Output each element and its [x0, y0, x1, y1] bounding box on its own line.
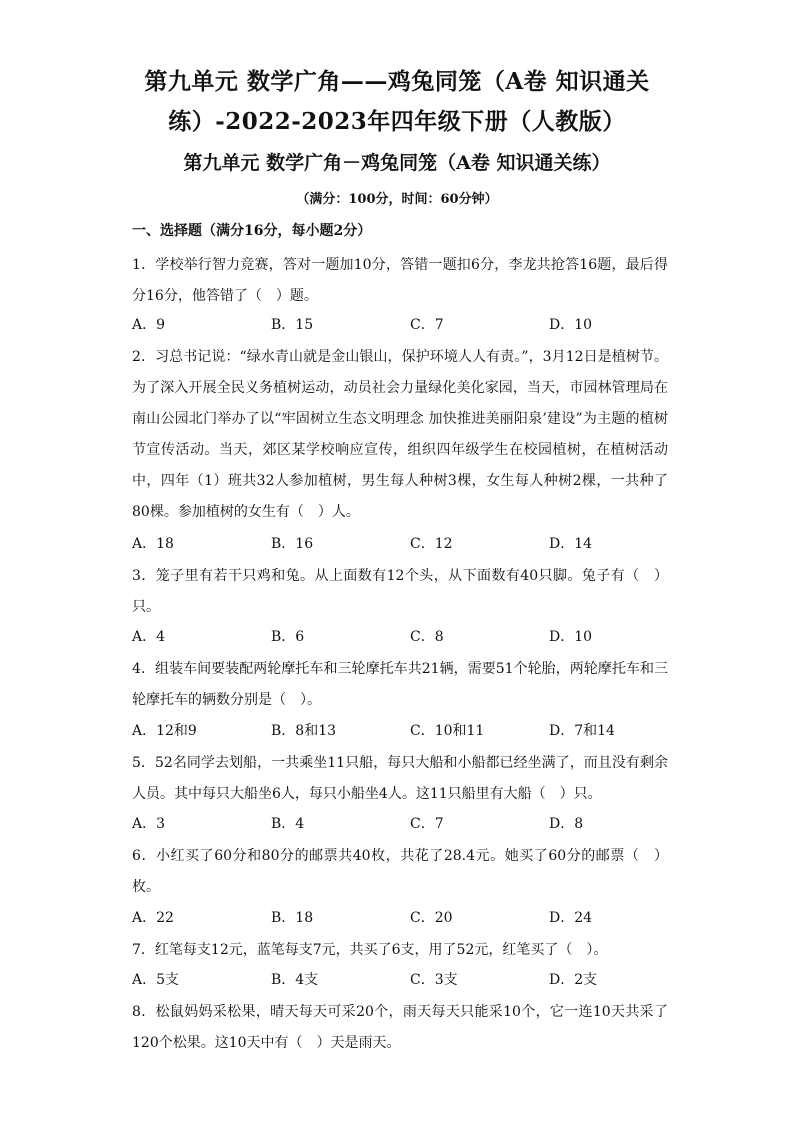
option-a[interactable]: A．12和9	[132, 723, 197, 739]
question-3: 3．笼子里有若干只鸡和兔。从上面数有12个头，从下面数有40只脚。兔子有（ ）只。	[132, 568, 668, 615]
option-d[interactable]: D．14	[549, 536, 593, 552]
section-heading: 一、选择题（满分16分，每小题2分）	[132, 223, 372, 239]
option-d[interactable]: D．10	[549, 629, 593, 645]
option-b[interactable]: B．8和13	[271, 723, 337, 739]
option-c[interactable]: C．7	[410, 317, 444, 333]
option-d[interactable]: D．24	[549, 910, 593, 926]
option-c[interactable]: C．10和11	[410, 723, 485, 739]
option-c[interactable]: C．20	[410, 910, 453, 926]
question-7: 7．红笔每支12元，蓝笔每支7元，共买了6支，用了52元，红笔买了（ ）。	[132, 942, 608, 958]
option-c[interactable]: C．12	[410, 536, 453, 552]
option-b[interactable]: B．16	[271, 536, 314, 552]
option-b[interactable]: B．15	[271, 317, 314, 333]
option-c[interactable]: C．8	[410, 629, 444, 645]
exam-meta: （满分：100分，时间：60分钟）	[296, 192, 498, 207]
option-a[interactable]: A．22	[132, 910, 174, 926]
question-4: 4．组装车间要装配两轮摩托车和三轮摩托车共21辆，需要51个轮胎，两轮摩托车和三轮摩托车的辆数分别是（ ）。	[132, 661, 668, 708]
question-6: 6．小红买了60分和80分的邮票共40枚，共花了28.4元。她买了60分的邮票（ ）枚。	[132, 848, 668, 895]
option-b[interactable]: B．6	[271, 629, 305, 645]
page-title: 第九单元 数学广角——鸡兔同笼（A卷 知识通关练）-2022-2023年四年级下册（人教版）	[144, 68, 650, 135]
option-d[interactable]: D．8	[549, 816, 584, 832]
question-4-options	[132, 716, 692, 746]
question-1-options	[132, 310, 692, 340]
option-c[interactable]: C．3支	[410, 972, 458, 988]
question-2: 2．习总书记说：“绿水青山就是金山银山，保护环境人人有责。”，3月12日是植树节。为了深入开展全民义务植树运动，动员社会力量绿化美化家园，当天，市园林管理局在南山公园北门举办了以“牢固树立生态文明理念 加快推进美丽阳泉’建设”为主题的植树节宣传活动。当天，郊区某学校响应宣传，组织四年级学生在校园植树，在植树活动中，四年（1）班共32人参加植树，男生每人种树3棵，女生每人种树2棵，一共种了80棵。参加植树的女生有（ ）人。	[132, 349, 668, 520]
question-8: 8．松鼠妈妈采松果，晴天每天可采20个，雨天每天只能采10个，它一连10天共采了120个松果。这10天中有（ ）天是雨天。	[132, 1004, 668, 1051]
option-a[interactable]: A．3	[132, 816, 166, 832]
option-a[interactable]: A．4	[132, 629, 166, 645]
option-d[interactable]: D．7和14	[549, 723, 615, 739]
question-5-options	[132, 809, 692, 839]
question-7-options	[132, 965, 692, 995]
option-b[interactable]: B．4支	[271, 972, 319, 988]
option-d[interactable]: D．2支	[549, 972, 598, 988]
option-b[interactable]: B．18	[271, 910, 314, 926]
option-a[interactable]: A．18	[132, 536, 174, 552]
option-a[interactable]: A．5支	[132, 972, 180, 988]
option-a[interactable]: A．9	[132, 317, 166, 333]
page-subtitle: 第九单元 数学广角－鸡兔同笼（A卷 知识通关练）	[183, 152, 611, 174]
question-2-options	[132, 529, 692, 559]
question-5: 5．52名同学去划船，一共乘坐11只船，每只大船和小船都已经坐满了，而且没有剩余人员。其中每只大船坐6人，每只小船坐4人。这11只船里有大船（ ）只。	[132, 755, 668, 802]
question-1: 1．学校举行智力竞赛，答对一题加10分，答错一题扣6分，李龙共抢答16题，最后得分16分，他答错了（ ）题。	[132, 257, 668, 304]
option-d[interactable]: D．10	[549, 317, 593, 333]
question-6-options	[132, 903, 692, 933]
question-3-options	[132, 622, 692, 652]
option-b[interactable]: B．4	[271, 816, 305, 832]
option-c[interactable]: C．7	[410, 816, 444, 832]
